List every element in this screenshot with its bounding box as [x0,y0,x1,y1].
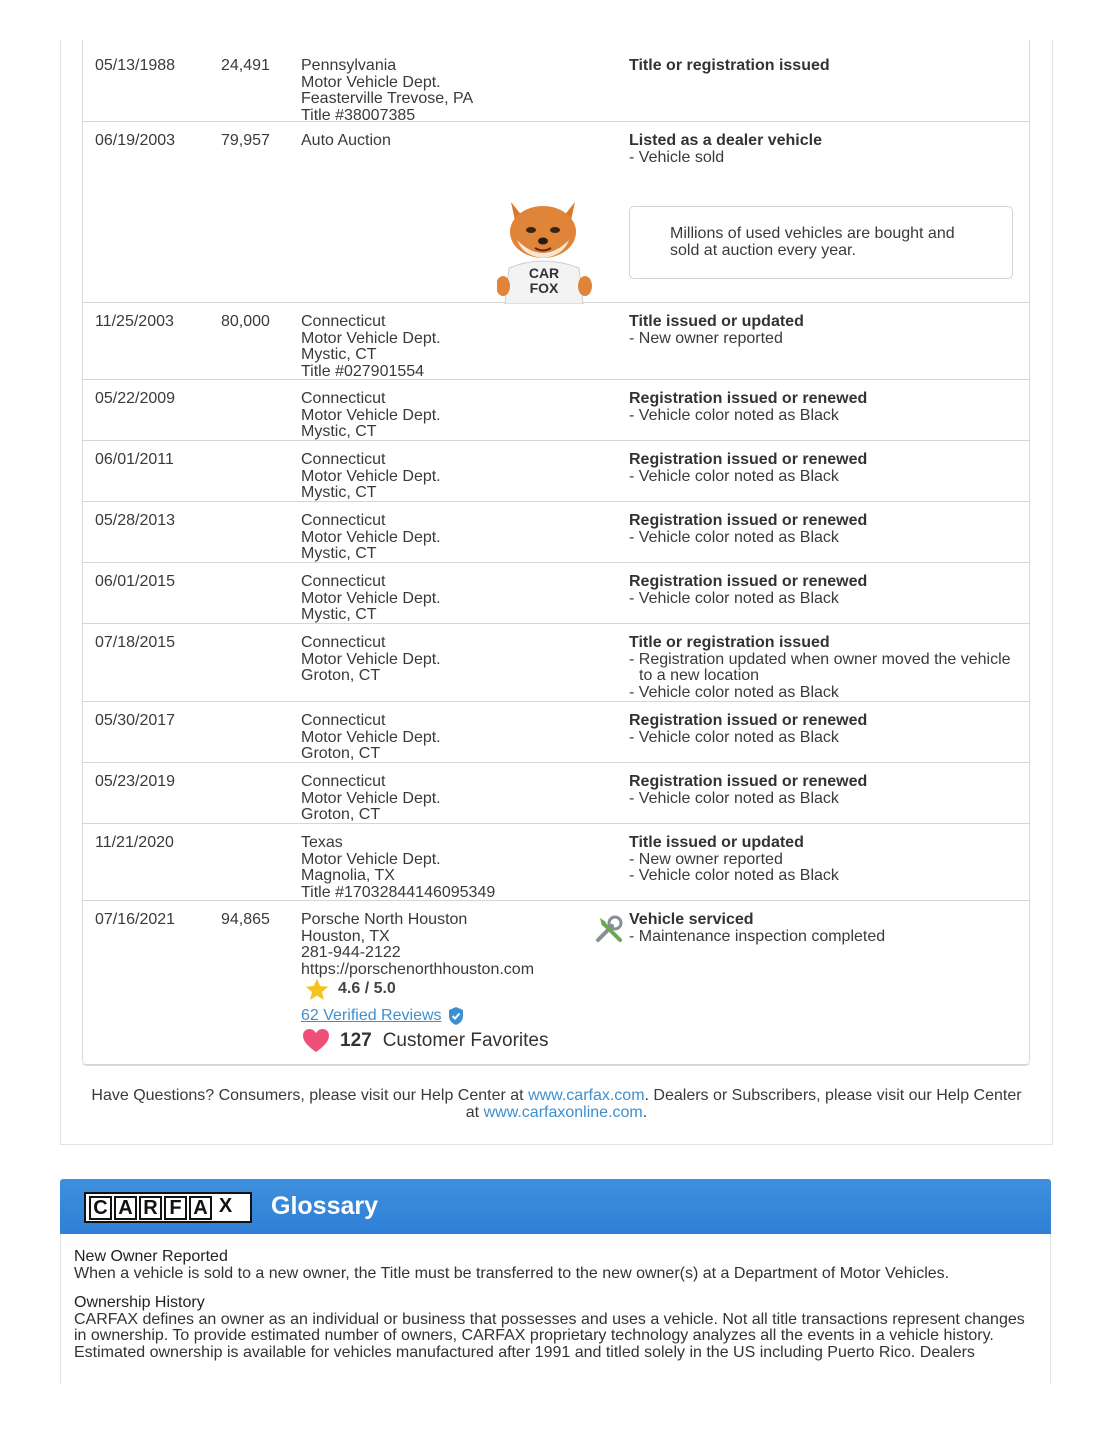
customer-favorites [302,1027,548,1055]
event-detail: - Vehicle color noted as Black [629,589,839,607]
row-comments [629,133,1024,166]
event-detail: - Vehicle sold [629,148,725,166]
row-comments [629,713,1024,746]
source-line: Mystic, CT [301,484,377,501]
row-comments [629,513,1024,546]
row-comments [629,391,1024,424]
row-source [301,774,591,824]
source-line: Magnolia, TX [301,867,395,884]
term-definition: When a vehicle is sold to a new owner, the Title must be transferred to the new owner(s) at a Department of Motor Vehicles. [74,1264,950,1282]
svg-text:FOX: FOX [529,280,559,296]
term-title: New Owner Reported [74,1248,228,1265]
source-line: Motor Vehicle Dept. [301,589,441,607]
carfax-link[interactable]: www.carfax.com [528,1087,645,1104]
dealer-rating [304,976,396,1002]
heart-icon [302,1028,330,1054]
glossary-term [74,1249,949,1282]
row-date: 05/30/2017 [95,712,176,729]
row-date: 06/01/2015 [95,573,176,590]
svg-text:CAR: CAR [528,265,560,281]
row-source [301,912,591,978]
favorites-label: Customer Favorites [382,1030,549,1051]
row-source [301,133,591,150]
carfax-logo [84,1192,252,1223]
dealer-website[interactable]: https://porschenorthhouston.com [301,960,535,978]
source-line: Groton, CT [301,745,381,762]
source-line: Title #17032844146095349 [301,883,496,901]
carfaxonline-link[interactable]: www.carfaxonline.com [483,1104,643,1121]
table-row [83,563,1029,624]
row-date: 07/18/2015 [95,634,176,651]
table-row [83,763,1029,824]
row-date: 06/19/2003 [95,132,176,149]
event-detail: - New owner reported [629,329,783,347]
logo-letter: A [114,1196,137,1220]
source-line: Auto Auction [301,132,391,149]
event-detail: - Vehicle color noted as Black [629,406,839,424]
logo-letter: X [214,1196,237,1220]
term-title: Ownership History [74,1294,205,1311]
source-line: Title #38007385 [301,106,416,124]
row-date: 05/13/1988 [95,57,176,74]
event-detail: - Registration updated when owner moved the vehicle [629,650,1011,668]
dealer-name: Porsche North Houston [301,911,468,928]
help-center-note [70,1087,1043,1121]
auction-callout [629,206,1013,279]
event-title: Vehicle serviced [629,911,754,928]
event-title: Registration issued or renewed [629,512,868,529]
source-line: Mystic, CT [301,346,377,363]
event-detail: to a new location [639,667,760,684]
source-line: Connecticut [301,390,386,407]
event-title: Title issued or updated [629,834,804,851]
source-line: Motor Vehicle Dept. [301,528,441,546]
row-date: 05/22/2009 [95,390,176,407]
event-detail: - Vehicle color noted as Black [629,789,839,807]
help-text: . [642,1104,648,1121]
carfox-mascot-icon [497,196,593,304]
event-title: Title or registration issued [629,634,830,651]
row-source [301,835,591,901]
table-row [83,702,1029,763]
event-detail: - Vehicle color noted as Black [629,867,839,884]
row-date: 05/28/2013 [95,512,176,529]
source-line: Mystic, CT [301,423,377,440]
row-comments [629,835,1024,885]
source-line: Pennsylvania [301,57,397,74]
row-date: 07/16/2021 [95,911,176,928]
source-line: Connecticut [301,512,386,529]
source-line: Motor Vehicle Dept. [301,650,441,668]
row-source [301,513,591,563]
table-row [83,901,1029,1065]
row-comments [629,314,1024,347]
event-title: Title issued or updated [629,313,804,330]
help-text: Have Questions? Consumers, please visit our Help Center at [91,1087,529,1104]
logo-letter: C [89,1196,112,1220]
callout-line: sold at auction every year. [670,241,856,259]
event-detail: - New owner reported [629,850,783,868]
event-detail: - Maintenance inspection completed [629,927,886,945]
table-row [83,502,1029,563]
event-detail: - Vehicle color noted as Black [629,728,839,746]
source-line: Title #027901554 [301,362,425,380]
verified-reviews-link[interactable]: 62 Verified Reviews [301,1007,442,1024]
source-line: Motor Vehicle Dept. [301,329,441,347]
source-line: Motor Vehicle Dept. [301,789,441,807]
event-title: Listed as a dealer vehicle [629,132,822,149]
favorites-count: 127 [340,1030,372,1051]
row-date: 05/23/2019 [95,773,176,790]
dealer-reviews [301,1006,466,1026]
logo-letter: F [164,1196,187,1220]
event-title: Title or registration issued [629,57,830,74]
source-line: Connecticut [301,451,386,468]
row-comments [629,574,1024,607]
row-odometer: 24,491 [221,57,270,74]
source-line: Connecticut [301,773,386,790]
event-title: Registration issued or renewed [629,573,868,590]
row-source [301,635,591,685]
row-comments [629,774,1024,807]
table-row [83,303,1029,380]
row-comments [629,58,1024,75]
source-line: Texas [301,834,343,851]
row-source [301,391,591,441]
source-line: Connecticut [301,634,386,651]
term-definition: Estimated ownership is available for vehicles manufactured after 1991 and titled solely in the US including Puerto Rico. Dealers [74,1343,975,1361]
glossary-term [74,1295,1025,1361]
row-comments [629,452,1024,485]
row-odometer: 94,865 [221,911,270,928]
event-detail: - Vehicle color noted as Black [629,683,839,701]
source-line: Motor Vehicle Dept. [301,406,441,424]
source-line: Mystic, CT [301,545,377,562]
row-source [301,713,591,763]
dealer-phone[interactable]: 281-944-2122 [301,944,401,961]
event-title: Registration issued or renewed [629,712,868,729]
event-title: Registration issued or renewed [629,451,868,468]
source-line: Feasterville Trevose, PA [301,90,474,107]
term-definition: in ownership. To provide estimated number of owners, CARFAX proprietary technology analyzes all the events in a vehicle history. [74,1327,994,1344]
glossary-title: Glossary [271,1192,379,1220]
source-line: Motor Vehicle Dept. [301,73,441,91]
service-tools-icon [594,914,624,944]
event-title: Registration issued or renewed [629,773,868,790]
row-date: 06/01/2011 [95,451,174,468]
event-detail: - Vehicle color noted as Black [629,467,839,485]
row-date: 11/21/2020 [95,834,174,851]
table-row [83,380,1029,441]
row-comments [629,635,1024,701]
table-row [83,47,1029,122]
term-definition: CARFAX defines an owner as an individual or business that possesses and uses a vehicle. Not all title transactions represent changes [74,1310,1025,1328]
source-line: Motor Vehicle Dept. [301,728,441,746]
callout-line: Millions of used vehicles are bought and [670,225,955,242]
source-line: Groton, CT [301,806,381,823]
help-text: . Dealers or Subscribers, please visit our Help Center [644,1087,1022,1104]
row-source [301,574,591,624]
table-row [83,824,1029,901]
row-odometer: 79,957 [221,132,270,149]
row-source [301,58,591,124]
event-detail: - Vehicle color noted as Black [629,528,839,546]
glossary-header [60,1179,1051,1234]
table-row [83,441,1029,502]
source-line: Mystic, CT [301,606,377,623]
verified-badge-icon [446,1006,466,1026]
source-line: Motor Vehicle Dept. [301,850,441,868]
row-source [301,452,591,502]
table-row [83,624,1029,702]
dealer-location: Houston, TX [301,927,390,945]
source-line: Connecticut [301,573,386,590]
row-comments [629,912,1024,945]
source-line: Groton, CT [301,667,381,684]
logo-letter: A [189,1196,212,1220]
row-source [301,314,591,380]
row-date: 11/25/2003 [95,313,174,330]
source-line: Connecticut [301,712,386,729]
source-line: Motor Vehicle Dept. [301,467,441,485]
source-line: Connecticut [301,313,386,330]
help-text: at [465,1104,484,1121]
event-title: Registration issued or renewed [629,390,868,407]
rating-value: 4.6 / 5.0 [338,980,396,997]
row-odometer: 80,000 [221,313,270,330]
star-icon [304,977,330,1002]
logo-letter: R [139,1196,162,1220]
